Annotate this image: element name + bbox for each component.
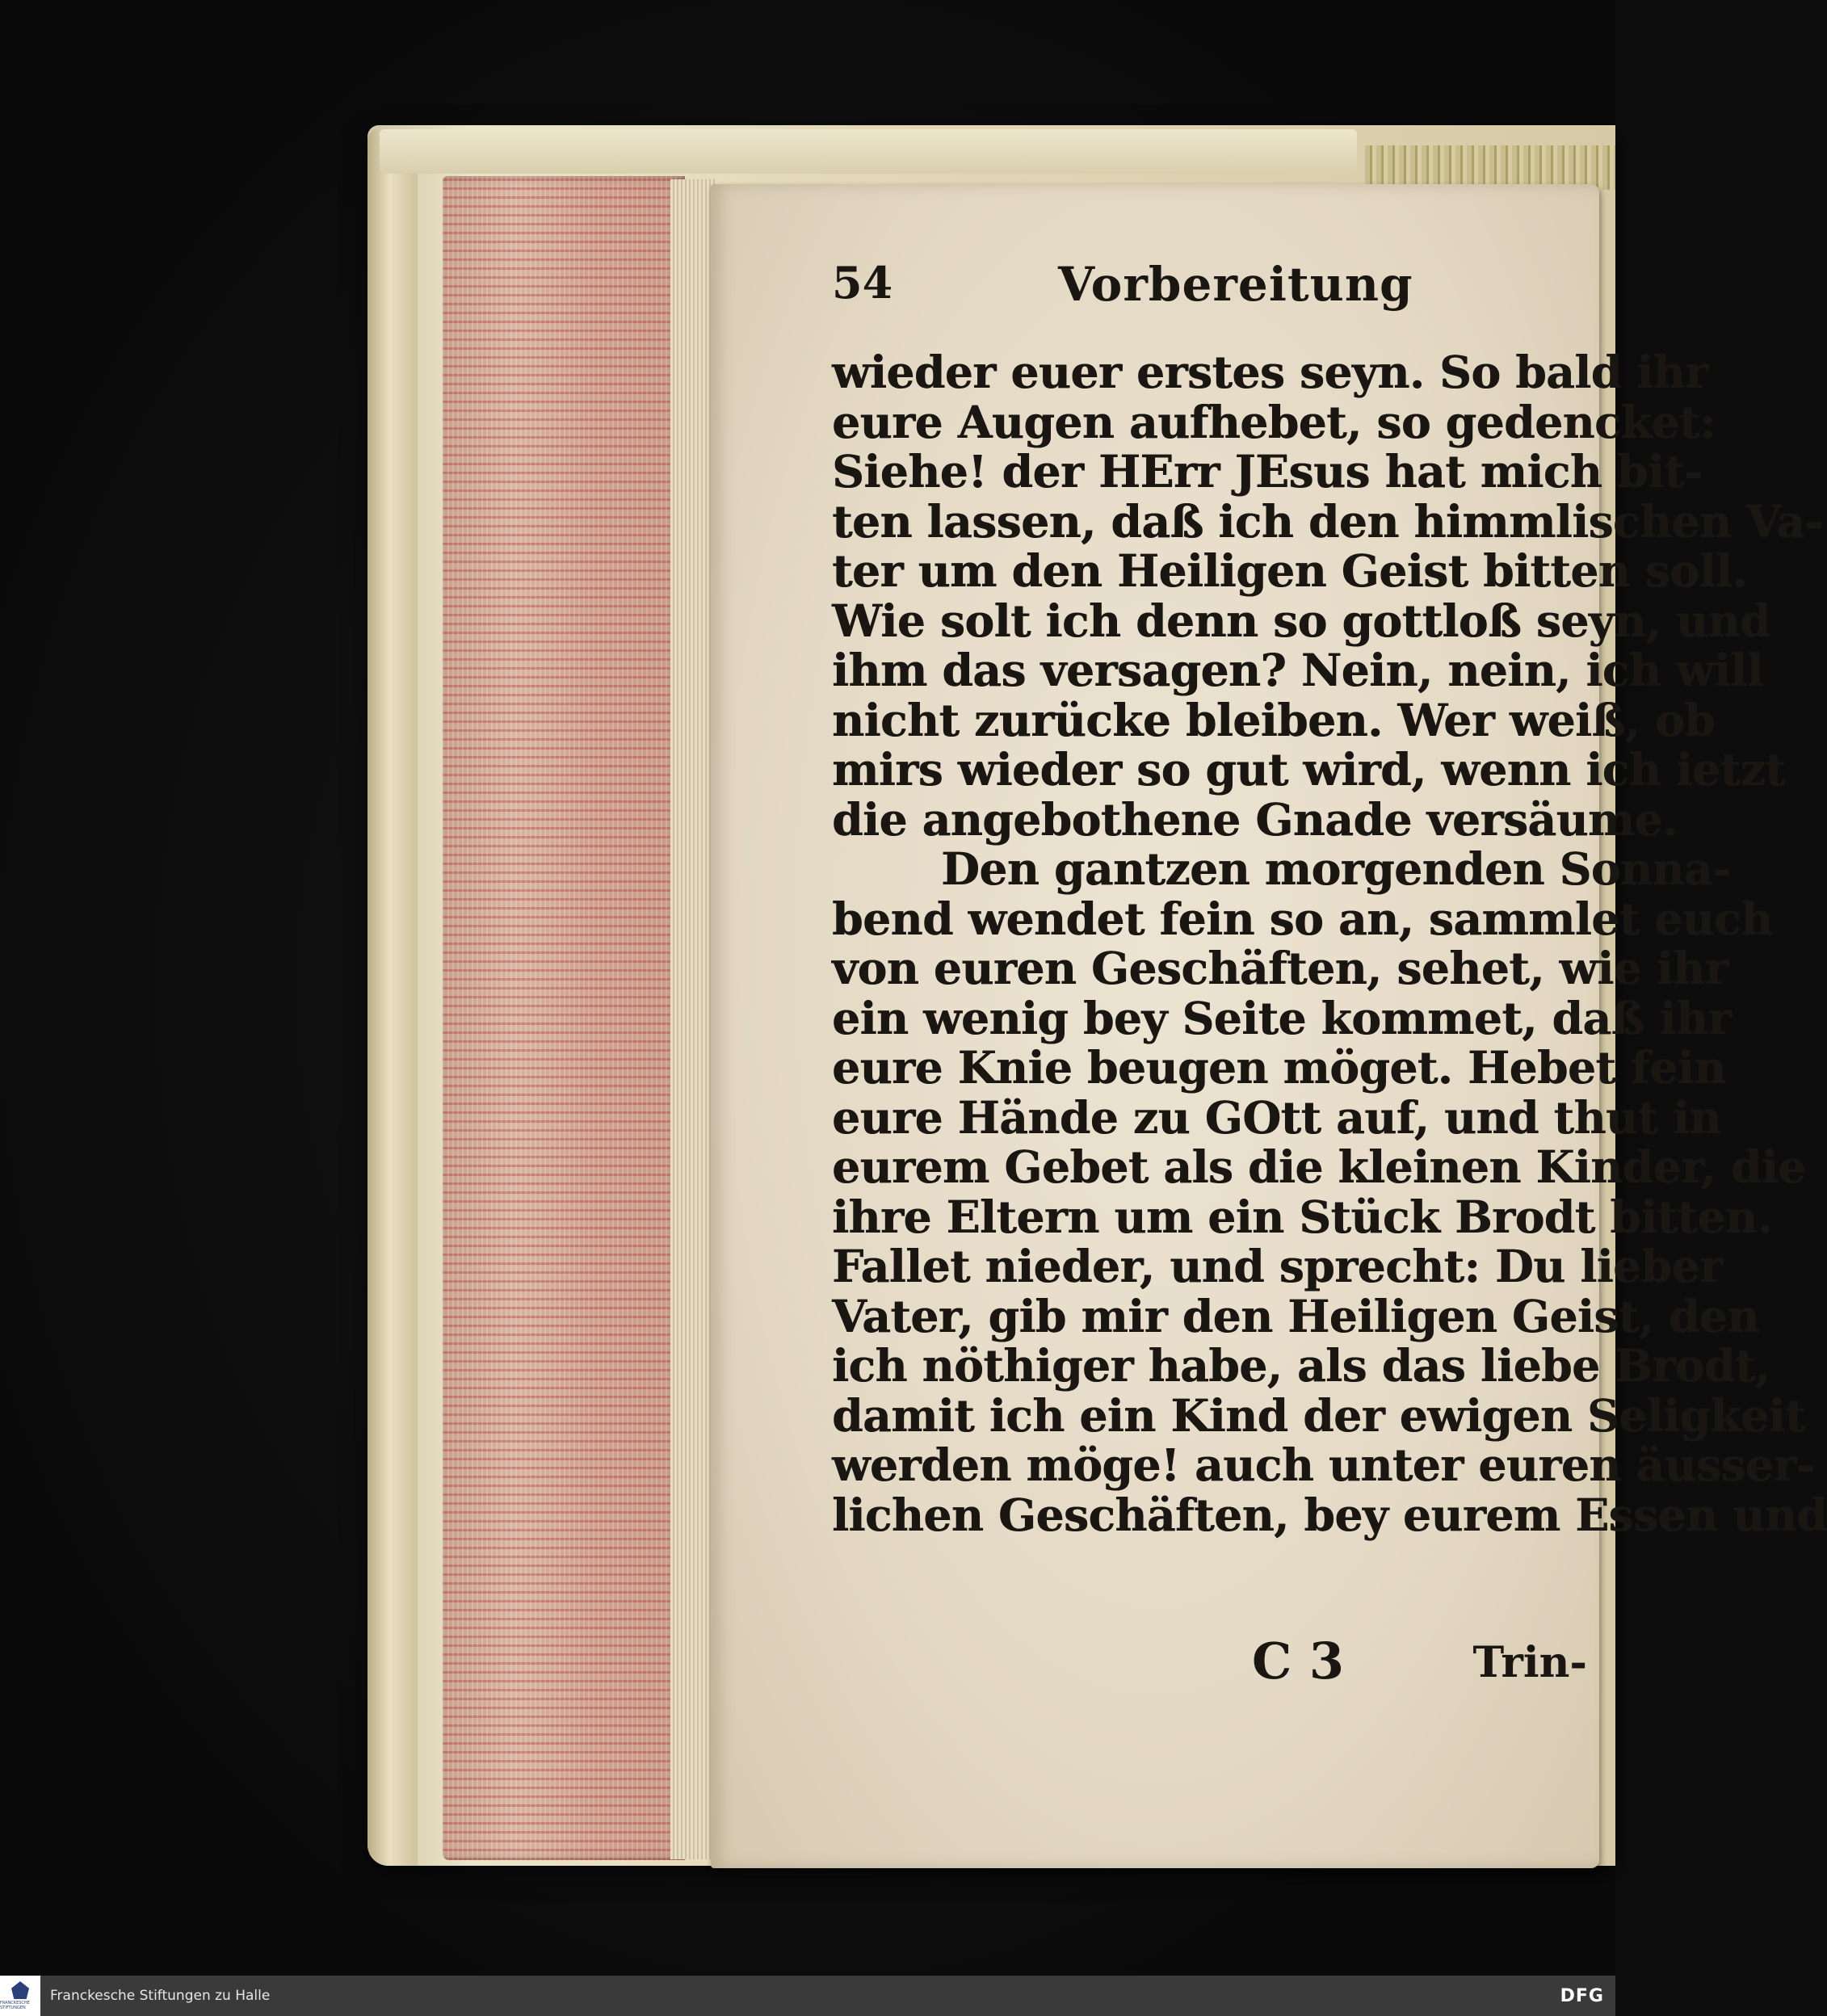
catchword: Trin- [1472,1638,1587,1687]
text-line: ich nöthiger habe, als das liebe Brodt, [832,1339,1770,1392]
page-number: 54 [832,257,893,309]
signature-mark: C 3 [1252,1632,1345,1690]
text-line: von euren Geschäften, sehet, wie ihr [832,942,1728,994]
text-line: eure Knie beugen möget. Hebet fein [832,1041,1726,1094]
page-header [832,242,1587,315]
text-line: ter um den Heiligen Geist bitten soll. [832,544,1747,597]
funder-logo[interactable]: DFG [1560,1985,1604,2006]
text-line: werden möge! auch unter euren äusser- [832,1438,1815,1491]
institution-name: Franckesche Stiftungen zu Halle [50,1988,271,2004]
text-line: Vater, gib mir den Heiligen Geist, den [832,1289,1759,1342]
text-line: eure Hände zu GOtt auf, und thut in [832,1090,1721,1144]
text-line: nicht zurücke bleiben. Wer weiß, ob [832,693,1716,746]
institution-logo[interactable] [0,1976,40,2016]
page-footer [832,1632,1587,1696]
body-text [832,346,1827,1541]
book-spine [368,129,418,1866]
text-line: lichen Geschäften, bey eurem Essen und [832,1488,1827,1541]
text-line: eurem Gebet als die kleinen Kinder, die [832,1140,1806,1193]
text-line: ihre Eltern um ein Stück Brodt bitten. [832,1190,1772,1243]
text-line: Siehe! der HErr JEsus hat mich bit- [832,445,1703,498]
text-line: ein wenig bey Seite kommet, daß ihr [832,991,1731,1044]
cover-top-edge [380,129,1357,174]
text-line: damit ich ein Kind der ewigen Seligkeit [832,1388,1805,1442]
page-text [832,242,1827,1690]
text-line: bend wendet fein so an, sammlet euch [832,892,1773,945]
headband [1365,145,1615,190]
text-line: Den gantzen morgenden Sonna- [941,842,1731,895]
crest-icon [11,1981,29,1999]
text-line: eure Augen aufhebet, so gedencket: [832,395,1716,448]
text-line: Wie solt ich denn so gottloß seyn, und [832,594,1770,647]
text-line: wieder euer erstes seyn. So bald ihr [832,346,1708,398]
text-line: mirs wieder so gut wird, wenn ich ietzt [832,743,1786,796]
text-line: die angebothene Gnade versäume. [832,792,1678,846]
text-line: Fallet nieder, und sprecht: Du lieber [832,1240,1723,1292]
text-line: ihm das versagen? Nein, nein, ich will [832,644,1763,696]
logo-text: FRANCKESCHE STIFTUNGEN [0,2001,30,2010]
running-head: Vorbereitung [1058,257,1413,312]
page-stack [670,179,715,1859]
viewer-footer-bar [0,1976,1615,2016]
page-edge [443,176,685,1860]
text-line: ten lassen, daß ich den himmlischen Va- [832,494,1823,548]
